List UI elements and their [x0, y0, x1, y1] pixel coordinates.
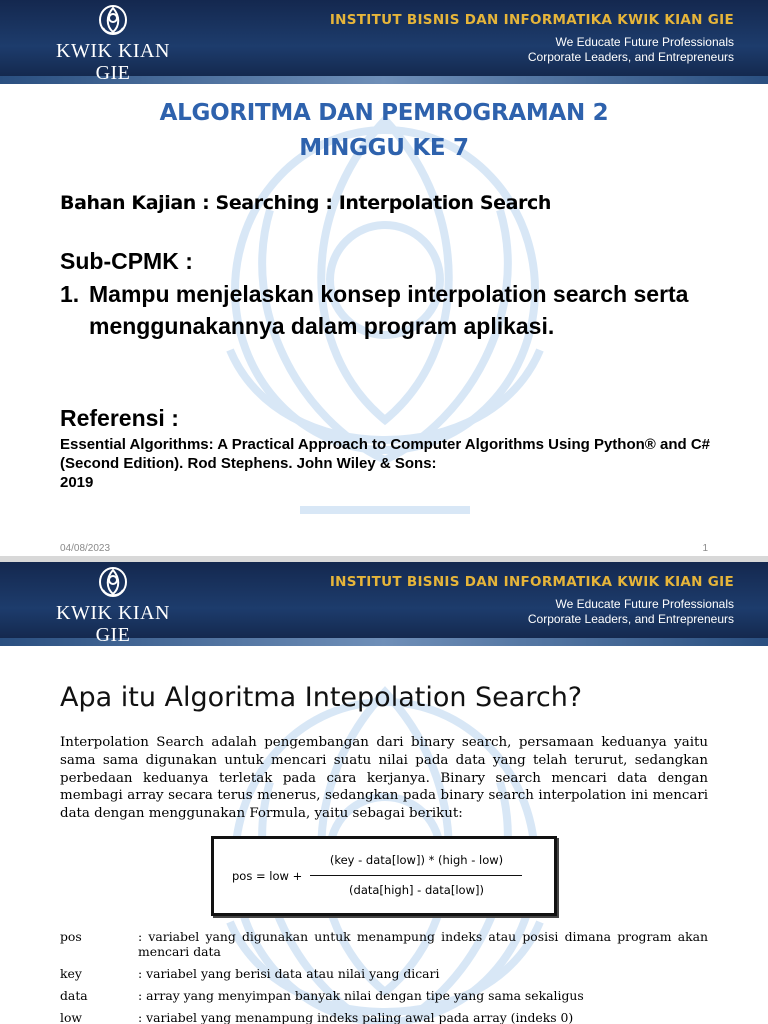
subcpmk-item-number: 1.: [60, 281, 80, 307]
definition-desc: : variabel yang digunakan untuk menampung indeks atau posisi dimana program akan mencari data: [138, 929, 708, 959]
definition-row: [60, 1010, 708, 1024]
definition-term: key: [60, 966, 82, 981]
formula-box: [211, 836, 557, 916]
header-banner: [0, 562, 768, 656]
definition-term: low: [60, 1010, 83, 1024]
slide-title-line1: ALGORITMA DAN PEMROGRAMAN 2: [159, 100, 609, 126]
formula-numerator: (key - data[low]) * (high - low): [329, 853, 504, 867]
logo-name: KWIK KIAN GIE: [56, 602, 170, 646]
referensi-heading: Referensi :: [60, 405, 179, 431]
slide-title-line2: MINGGU KE 7: [299, 135, 469, 161]
tagline-2: Corporate Leaders, and Entrepreneurs: [527, 612, 734, 626]
slide-2: [0, 562, 768, 1024]
formula-denominator: (data[high] - data[low]): [349, 883, 484, 897]
lotus-emblem-icon: [95, 4, 131, 38]
tagline-1: We Educate Future Professionals: [555, 35, 734, 49]
subcpmk-item-text: Mampu menjelaskan konsep interpolation search serta menggunakannya dalam program aplikasi.: [89, 281, 689, 339]
bahan-kajian: Bahan Kajian : Searching : Interpolation Search: [60, 192, 552, 214]
subcpmk-heading: Sub-CPMK :: [60, 248, 193, 274]
institute-name: INSTITUT BISNIS DAN INFORMATIKA KWIK KIAN GIE: [329, 574, 734, 590]
logo-subtitle: SCHOOL OF BUSINESS: [52, 646, 174, 656]
formula-fraction-bar: [310, 875, 522, 876]
definition-term: data: [60, 988, 88, 1003]
institute-logo: [38, 4, 188, 94]
definition-term: pos: [60, 929, 82, 944]
institute-name: INSTITUT BISNIS DAN INFORMATIKA KWIK KIAN GIE: [329, 12, 734, 28]
header-banner: [0, 0, 768, 94]
subcpmk-item: [60, 278, 720, 342]
definition-row: [60, 929, 708, 959]
tagline-1: We Educate Future Professionals: [555, 597, 734, 611]
referensi-body: [60, 435, 740, 492]
logo-subtitle: SCHOOL OF BUSINESS: [52, 84, 174, 94]
logo-name: KWIK KIAN GIE: [56, 40, 170, 84]
definition-desc: : variabel yang berisi data atau nilai yang dicari: [138, 966, 440, 981]
intro-paragraph: Interpolation Search adalah pengembangan dari binary search, persamaan keduanya yaitu sama sama digunakan untuk mencari suatu nilai pada data yang telah terurut, sedangkan perbedaan keduanya terletak pada cara kerjanya. Binary search mencari data dengan membagi array secara terus menerus, sedangkan pada binary search interpolation ini mencari data dengan menggunakan Formula, yaitu sebagai berikut:: [60, 735, 708, 822]
referensi-year: 2019: [60, 474, 94, 491]
definition-row: [60, 988, 708, 1003]
footer-page-number: 1: [702, 543, 708, 554]
referensi-citation: Essential Algorithms: A Practical Approach to Computer Algorithms Using Python® and C# (Second Edition). Rod Stephens. John Wiley & Sons:: [60, 436, 711, 472]
definition-list: [60, 929, 708, 1024]
institute-logo: [38, 566, 188, 656]
formula-lhs: pos = low +: [232, 869, 303, 883]
definition-desc: : variabel yang menampung indeks paling awal pada array (indeks 0): [138, 1010, 574, 1024]
footer-date: 04/08/2023: [60, 543, 111, 554]
tagline-2: Corporate Leaders, and Entrepreneurs: [527, 50, 734, 64]
lotus-emblem-icon: [95, 566, 131, 600]
definition-row: [60, 966, 708, 981]
definition-desc: : array yang menyimpan banyak nilai dengan tipe yang sama sekaligus: [138, 988, 584, 1003]
slide-heading: Apa itu Algoritma Intepolation Search?: [60, 682, 583, 713]
